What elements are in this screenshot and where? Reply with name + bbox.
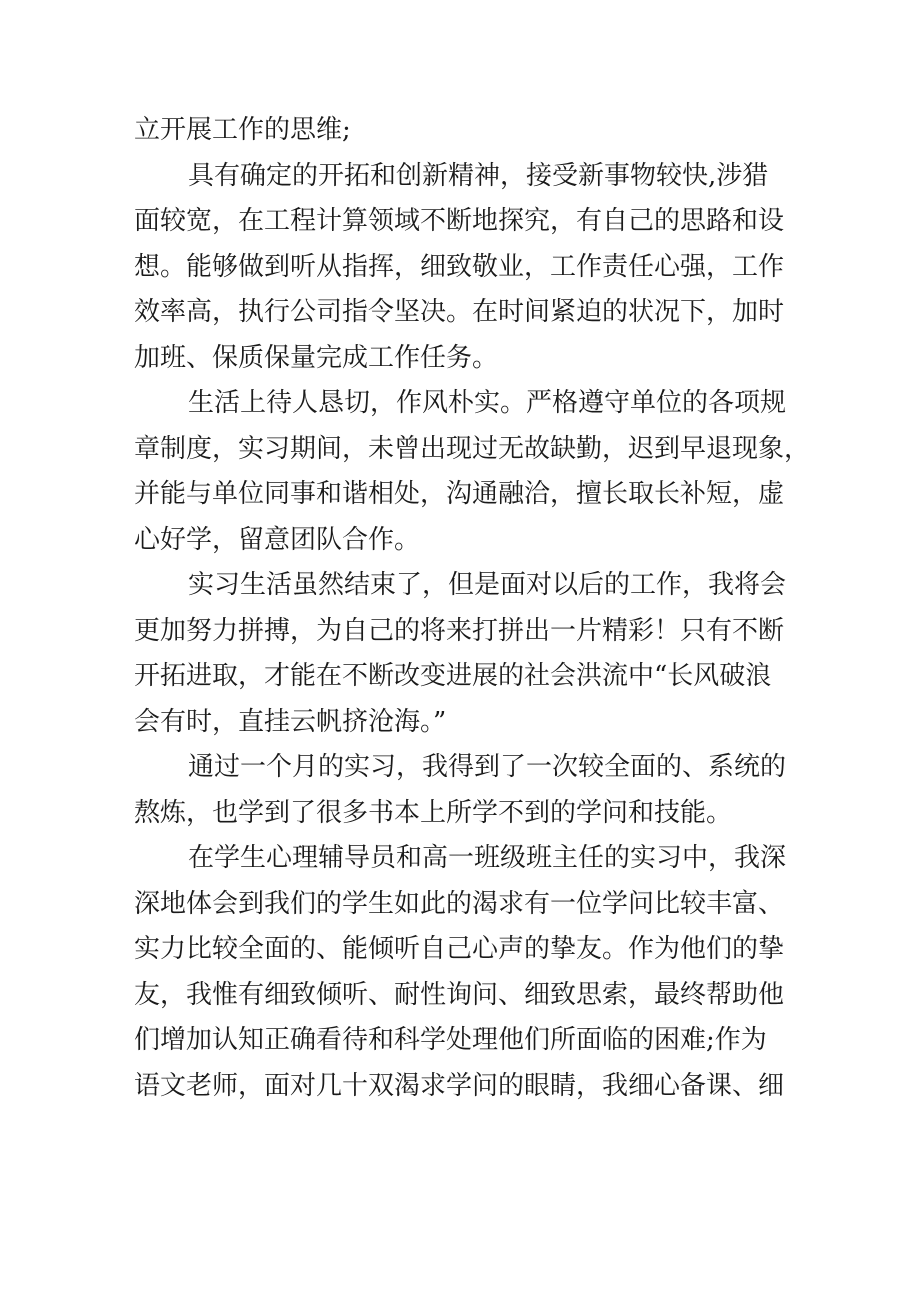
text-line: 在学生心理辅导员和高一班级班主任的实习中，我深 [188, 843, 787, 873]
text-line: 语文老师，面对几十双渴求学问的眼睛，我细心备课、细 [134, 1070, 785, 1101]
text-line: 章制度，实习期间，未曾出现过无故缺勤，迟到早退现象， [134, 433, 811, 464]
text-line: 更加努力拼搏，为自己的将来打拼出一片精彩！只有不断 [134, 615, 785, 646]
text-line: 友，我惟有细致倾听、耐性询问、细致思索，最终帮助他 [134, 979, 785, 1010]
text-line: 熬炼，也学到了很多书本上所学不到的学问和技能。 [134, 797, 733, 828]
text-line: 实习生活虽然结束了，但是面对以后的工作，我将会 [188, 570, 787, 600]
text-line: 立开展工作的思维; [134, 115, 351, 145]
text-line: 并能与单位同事和谐相处，沟通融洽，擅长取长补短，虚 [134, 479, 785, 509]
text-line: 开拓进取，才能在不断改变进展的社会洪流中“长风破浪 [134, 661, 772, 691]
text-line: 加班、保质保量完成工作任务。 [134, 342, 499, 373]
text-line: 会有时，直挂云帆挤沧海。” [134, 706, 447, 737]
text-line: 生活上待人恳切，作风朴实。严格遵守单位的各项规 [188, 388, 787, 418]
document-body [134, 108, 811, 1109]
text-line: 效率高，执行公司指令坚决。在时间紧迫的状况下，加时 [134, 297, 785, 327]
text-line: 实力比较全面的、能倾听自己心声的挚友。作为他们的挚 [134, 934, 785, 964]
text-line: 面较宽，在工程计算领域不断地探究，有自己的思路和设 [134, 206, 785, 236]
text-line: 通过一个月的实习，我得到了一次较全面的、系统的 [188, 752, 787, 782]
text-line: 心好学，留意团队合作。 [134, 524, 421, 555]
text-line: 深地体会到我们的学生如此的渴求有一位学问比较丰富、 [134, 888, 785, 919]
text-line: 们增加认知正确看待和科学处理他们所面临的困难;作为 [134, 1025, 767, 1055]
text-line: 具有确定的开拓和创新精神，接受新事物较快,涉猎 [188, 160, 769, 191]
text-line: 想。能够做到听从指挥，细致敬业，工作责任心强，工作 [134, 251, 785, 282]
